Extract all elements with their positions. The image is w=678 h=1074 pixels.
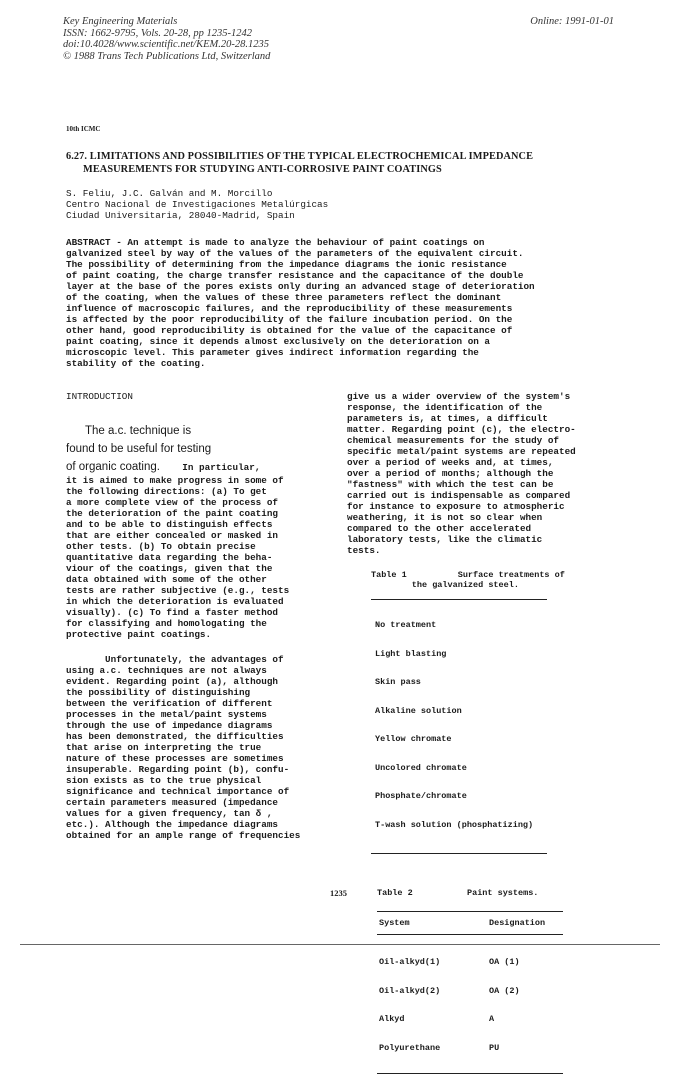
table-row: [377, 958, 627, 968]
list-item: Yellow chromate: [375, 734, 452, 744]
table-2: [347, 888, 627, 1074]
table-1-bottom-rule: [371, 853, 547, 854]
paper-title-line-1: 6.27. LIMITATIONS AND POSSIBILITIES OF THE TYPICAL ELECTROCHEMICAL IMPEDANCE: [66, 151, 534, 162]
table-2-header-row: [377, 912, 627, 934]
table-cell-system: Oil-alkyd(1): [379, 957, 441, 967]
list-item: No treatment: [375, 620, 437, 630]
intro-paragraph-1: [66, 421, 341, 640]
table-cell-system: Alkyd: [379, 1014, 405, 1024]
intro-paragraph-1-body: it is aimed to make progress in some of the following directions: (a) To get a more complete view of the process of the deterioration of the paint coating and to be able to distinguish effects that are either concealed or masked in other tests. (b) To obtain precise quantitative data regarding the beha- viour of the coatings, given that the data obtained with some of the other tests are rather subjective (e.g., tests in which the deterioration is evaluated visually). (c) To find a faster method for classifying and homologating the protective paint coatings.: [66, 475, 290, 640]
conference-label: 10th ICMC: [66, 125, 101, 133]
journal-issn: ISSN: 1662-9795, Vols. 20-28, pp 1235-1242: [63, 27, 252, 39]
table-cell-designation: OA (2): [489, 985, 520, 996]
table-1-caption: Table 1 Surface treatments of the galvanized steel.: [371, 570, 565, 590]
journal-doi: doi:10.4028/www.scientific.net/KEM.20-28.1235: [63, 39, 269, 50]
online-date: Online: 1991-01-01: [530, 16, 614, 27]
table-cell-system: Polyurethane: [379, 1042, 441, 1053]
intro-lead-text: The a.c. technique is found to be useful for testing of organic coating.: [66, 425, 212, 473]
table-cell-system: Oil-alkyd(2): [379, 985, 441, 996]
paper-title: [66, 150, 626, 176]
table-2-label: Table 2: [377, 888, 413, 898]
section-heading-introduction: INTRODUCTION: [66, 391, 133, 402]
table-row: [377, 987, 627, 997]
list-item: Skin pass: [375, 677, 421, 687]
list-item: Light blasting: [375, 648, 447, 659]
left-column: [66, 391, 341, 841]
table-row: [377, 1044, 627, 1054]
table-2-col-system: System: [379, 918, 410, 928]
table-row: [377, 1015, 627, 1025]
table-2-col-designation: Designation: [489, 918, 546, 928]
page-number: 1235: [330, 888, 347, 898]
table-1-top-rule: [371, 599, 547, 600]
paper-title-line-2: MEASUREMENTS FOR STUDYING ANTI-CORROSIVE PAINT COATINGS: [83, 164, 442, 175]
right-column: [347, 391, 627, 1074]
author-block: S. Feliu, J.C. Galván and M. Morcillo Centro Nacional de Investigaciones Metalúrgicas Ciudad Universitaria, 28040-Madrid, Spain: [66, 188, 329, 221]
table-cell-designation: PU: [489, 1042, 500, 1053]
list-item: Uncolored chromate: [375, 762, 467, 773]
list-item: Alkaline solution: [375, 705, 462, 716]
table-cell-designation: OA (1): [489, 957, 520, 967]
table-2-title: Paint systems.: [467, 888, 539, 898]
table-cell-designation: A: [489, 1014, 495, 1024]
intro-lead-tail: In particular,: [159, 462, 261, 473]
table-1: [347, 570, 627, 854]
journal-header: [63, 16, 270, 62]
journal-copyright: © 1988 Trans Tech Publications Ltd, Switzerland: [63, 50, 271, 62]
journal-name: Key Engineering Materials: [63, 16, 178, 27]
right-column-paragraph: give us a wider overview of the system's response, the identification of the parameters is, at times, a difficult matter. Regarding point (c), the electro- chemical measurements for the study of specific metal/paint systems are repeated over a period of weeks and, at times, over a period of months; although the "fastness" with which the test can be carried out is indispensable as compared for instance to exposure to atmospheric weathering, it is not so clear when compared to the other accelerated laboratory tests, like the climatic tests.: [347, 391, 576, 556]
table-2-caption: [377, 888, 627, 899]
table-1-items: [371, 602, 627, 849]
list-item: Phosphate/chromate: [375, 791, 467, 801]
intro-paragraph-2: Unfortunately, the advantages of using a.c. techniques are not always evident. Regarding point (a), although the possibility of distinguishing between the verification of different processes in the metal/paint systems through the use of impedance diagrams has been demonstrated, the difficulties that arise on interpreting the true nature of these processes are sometimes insuperable. Regarding point (b), confu- sion exists as to the true physical significance and technical importance of certain parameters measured (impedance values for a given frequency, tan δ , etc.). Although the impedance diagrams obtained for an ample range of frequencies: [66, 654, 301, 841]
table-2-body: [377, 935, 627, 1072]
footer-rule: [20, 944, 660, 945]
abstract: ABSTRACT - An attempt is made to analyze the behaviour of paint coatings on galvanized steel by way of the values of the parameters of the equivalent circuit. The possibility of determining from the impedance diagrams the ionic resistance of paint coating, the charge transfer resistance and the capacitance of the double layer at the base of the pores exists only during an advanced stage of deterioration of the coating, when the values of these three parameters reflect the dominant influence of macroscopic failures, and the reproducibility of these measurements is affected by the poor reproducibility of the failure incubation period. On the other hand, good reproducibility is obtained for the value of the capacitance of paint coating, since it depends almost exclusively on the deterioration on a microscopic level. This parameter gives indirect information regarding the stability of the coating.: [66, 237, 535, 369]
list-item: T-wash solution (phosphatizing): [375, 819, 534, 830]
